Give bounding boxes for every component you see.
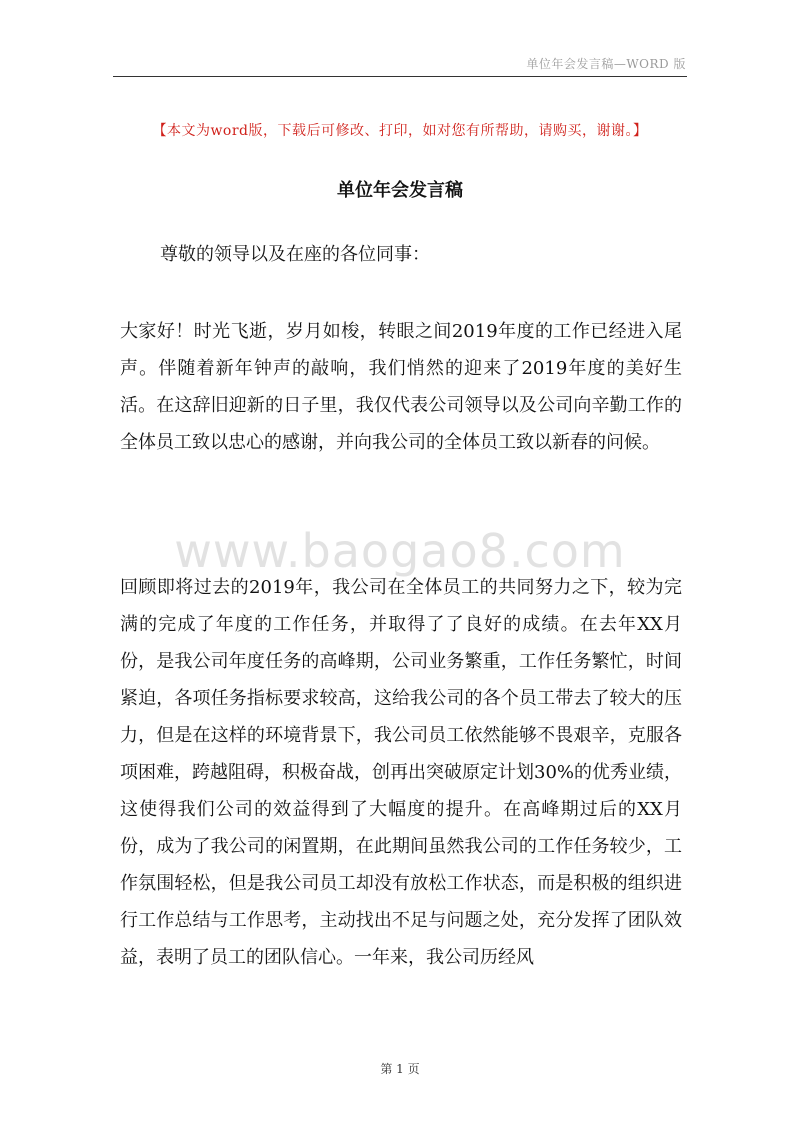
page-number: 第 1 页 xyxy=(380,1062,420,1076)
watermark: www.baogao8.com xyxy=(174,524,626,578)
paragraph-review: 回顾即将过去的2019年，我公司在全体员工的共同努力之下，较为完满的完成了年度的工作任务，并取得了了良好的成绩。在去年XX月份，是我公司年度任务的高峰期，公司业务繁重，工作任务繁忙，时间紧迫，各项任务指标要求较高，这给我公司的各个员工带去了较大的压力，但是在这样的环境背景下，我公司员工依然能够不畏艰辛，克服各项困难，跨越阻碍，积极奋战，创再出突破原定计划30%的优秀业绩，这使得我们公司的效益得到了大幅度的提升。在高峰期过后的XX月份，成为了我公司的闲置期，在此期间虽然我公司的工作任务较少，工作氛围轻松，但是我公司员工却没有放松工作状态，而是积极的组织进行工作总结与工作思考，主动找出不足与问题之处，充分发挥了团队效益，表明了员工的团队信心。一年来，我公司历经风 xyxy=(120,577,683,968)
purchase-notice: 【本文为word版，下载后可修改、打印，如对您有所帮助，请购买，谢谢。】 xyxy=(152,123,648,139)
header-divider xyxy=(113,76,687,77)
salutation: 尊敬的领导以及在座的各位同事： xyxy=(160,244,430,265)
running-header: 单位年会发言稿—WORD 版 xyxy=(526,57,686,71)
paragraph-greeting: 大家好！时光飞逝，岁月如梭，转眼之间2019年度的工作已经进入尾声。伴随着新年钟声的敲响，我们悄然的迎来了2019年度的美好生活。在这辞旧迎新的日子里，我仅代表公司领导以及公司向辛勤工作的全体员工致以忠心的感谢，并向我公司的全体员工致以新春的问候。 xyxy=(120,321,682,453)
document-title: 单位年会发言稿 xyxy=(337,180,463,201)
